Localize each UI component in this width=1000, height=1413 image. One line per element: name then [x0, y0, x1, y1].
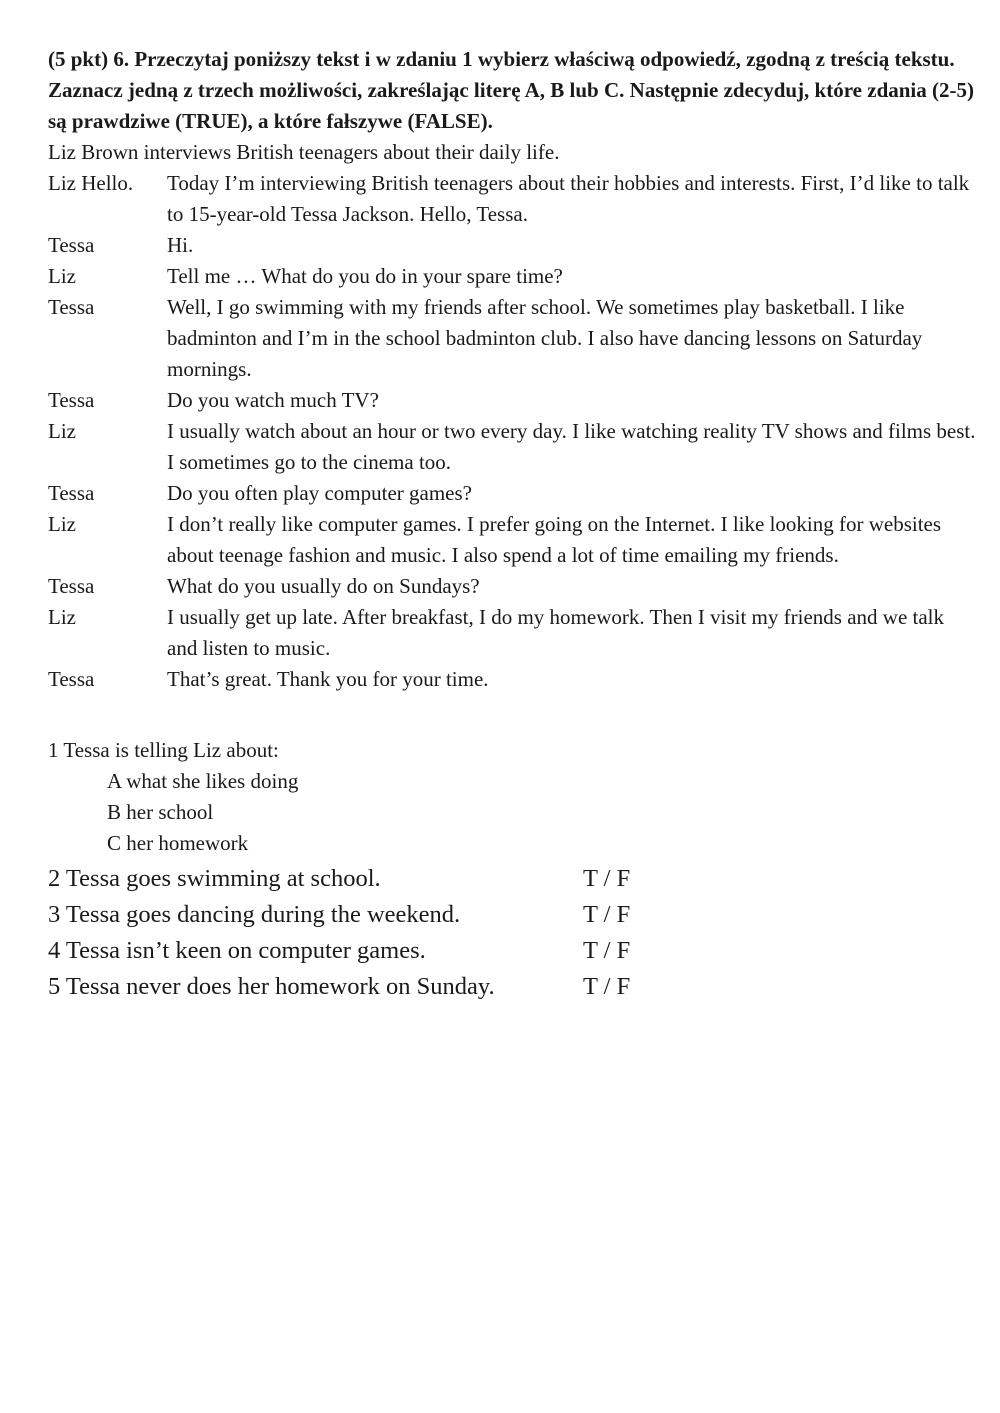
speech-text: Hi.: [167, 233, 194, 257]
tf-choice[interactable]: T / F: [583, 973, 631, 1000]
speaker-name: Liz: [48, 512, 76, 536]
dialogue-turn: [48, 261, 978, 292]
speech-text: I usually watch about an hour or two every day. I like watching reality TV shows and films best. I sometimes go to the cinema too.: [167, 419, 976, 474]
dialogue-turn: [48, 602, 978, 664]
speech-text: What do you usually do on Sundays?: [167, 574, 480, 598]
dialogue-turn: [48, 292, 978, 385]
dialogue-turn: [48, 509, 978, 571]
speech-text: Tell me … What do you do in your spare time?: [167, 264, 563, 288]
tf-statement: 2 Tessa goes swimming at school.: [48, 865, 381, 892]
answer-option-a[interactable]: A what she likes doing: [107, 769, 299, 793]
dialogue-intro: Liz Brown interviews British teenagers about their daily life.: [48, 140, 560, 164]
speaker-name: Tessa: [48, 667, 95, 691]
speaker-name: Liz Hello.: [48, 171, 134, 195]
true-false-item: [48, 969, 978, 1005]
speaker-name: Liz: [48, 419, 76, 443]
speech-text: That’s great. Thank you for your time.: [167, 667, 489, 691]
speech-text: Well, I go swimming with my friends after school. We sometimes play basketball. I like badminton and I’m in the school badminton club. I also have dancing lessons on Saturday mornings.: [167, 295, 923, 381]
speaker-name: Tessa: [48, 295, 95, 319]
speech-text: I usually get up late. After breakfast, I do my homework. Then I visit my friends and we talk and listen to music.: [167, 605, 944, 660]
speaker-name: Liz: [48, 264, 76, 288]
question-1-prompt: 1 Tessa is telling Liz about:: [48, 738, 279, 762]
tf-statement: 3 Tessa goes dancing during the weekend.: [48, 901, 461, 928]
tf-choice[interactable]: T / F: [583, 901, 631, 928]
tf-statement: 5 Tessa never does her homework on Sunday.: [48, 973, 495, 1000]
dialogue-turn: [48, 478, 978, 509]
task-instruction: (5 pkt) 6. Przeczytaj poniższy tekst i w zdaniu 1 wybierz właściwą odpowiedź, zgodną z treścią tekstu. Zaznacz jedną z trzech możliwości, zakreślając literę A, B lub C. Następnie zdecyduj, które zdania (2-5) są prawdziwe (TRUE), a które fałszywe (FALSE).: [48, 47, 974, 133]
tf-choice[interactable]: T / F: [583, 937, 631, 964]
tf-choice[interactable]: T / F: [583, 865, 631, 892]
dialogue: [48, 168, 978, 695]
speaker-name: Tessa: [48, 574, 95, 598]
speaker-name: Tessa: [48, 388, 95, 412]
true-false-item: [48, 861, 978, 897]
true-false-item: [48, 897, 978, 933]
answer-option-c[interactable]: C her homework: [107, 831, 249, 855]
speaker-name: Liz: [48, 605, 76, 629]
dialogue-turn: [48, 664, 978, 695]
true-false-list: [48, 861, 978, 1005]
dialogue-turn: [48, 230, 978, 261]
dialogue-turn: [48, 416, 978, 478]
speech-text: Today I’m interviewing British teenagers about their hobbies and interests. First, I’d like to talk to 15-year-old Tessa Jackson. Hello, Tessa.: [167, 171, 970, 226]
speaker-name: Tessa: [48, 233, 95, 257]
dialogue-turn: [48, 168, 978, 230]
speech-text: Do you watch much TV?: [167, 388, 379, 412]
answer-option-b[interactable]: B her school: [107, 800, 214, 824]
tf-statement: 4 Tessa isn’t keen on computer games.: [48, 937, 426, 964]
speaker-name: Tessa: [48, 481, 95, 505]
dialogue-turn: [48, 571, 978, 602]
dialogue-turn: [48, 385, 978, 416]
speech-text: Do you often play computer games?: [167, 481, 472, 505]
worksheet-page: [48, 44, 978, 1005]
true-false-item: [48, 933, 978, 969]
speech-text: I don’t really like computer games. I prefer going on the Internet. I like looking for websites about teenage fashion and music. I also spend a lot of time emailing my friends.: [167, 512, 942, 567]
